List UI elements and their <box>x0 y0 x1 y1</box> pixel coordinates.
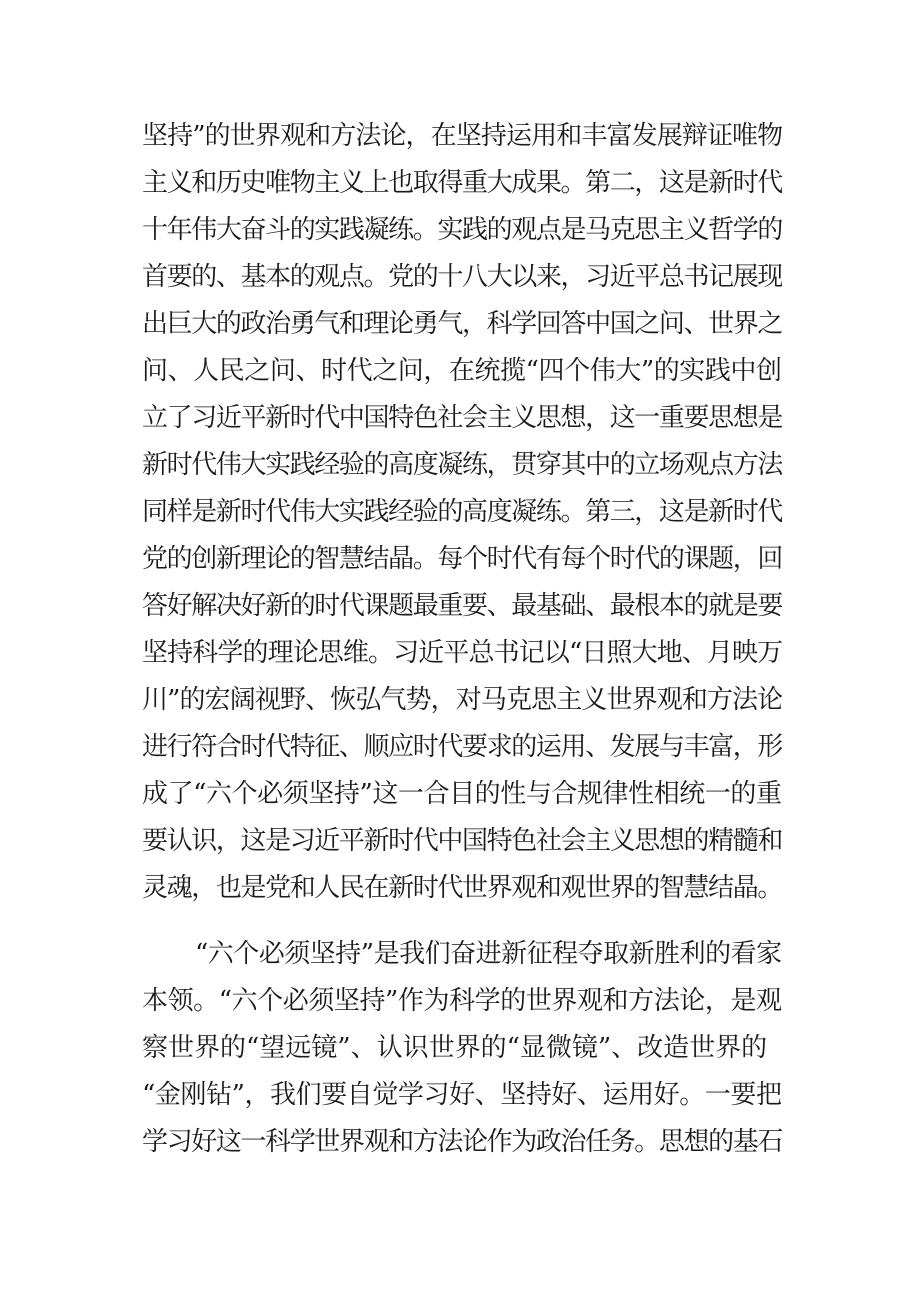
paragraph-first-line: “六个必须坚持”是我们奋进新征程夺取新胜利的看家 <box>195 939 782 969</box>
text-line: 学习好这一科学世界观和方法论作为政治任务。思想的基石 <box>142 1127 782 1157</box>
text-line: 成了“六个必须坚持”这一合目的性与合规律性相统一的重 <box>142 779 782 809</box>
text-line: 同样是新时代伟大实践经验的高度凝练。第三，这是新时代 <box>142 497 782 527</box>
text-line: 主义和历史唯物主义上也取得重大成果。第二，这是新时代 <box>142 168 782 198</box>
text-line: 川”的宏阔视野、恢弘气势，对马克思主义世界观和方法论 <box>142 685 782 715</box>
text-line: 坚持”的世界观和方法论，在坚持运用和丰富发展辩证唯物 <box>142 121 782 151</box>
text-line: 问、人民之问、时代之问，在统揽“四个伟大”的实践中创 <box>142 356 782 386</box>
text-line: 立了习近平新时代中国特色社会主义思想，这一重要思想是 <box>142 403 782 433</box>
text-line: 答好解决好新的时代课题最重要、最基础、最根本的就是要 <box>142 591 782 621</box>
text-line: 察世界的“望远镜”、认识世界的“显微镜”、改造世界的 <box>142 1033 768 1063</box>
text-line: 进行符合时代特征、顺应时代要求的运用、发展与丰富，形 <box>142 732 782 762</box>
text-line: “金刚钻”，我们要自觉学习好、坚持好、运用好。一要把 <box>142 1080 782 1110</box>
text-line: 新时代伟大实践经验的高度凝练，贯穿其中的立场观点方法 <box>142 450 782 480</box>
text-line: 本领。“六个必须坚持”作为科学的世界观和方法论，是观 <box>142 986 782 1016</box>
text-line: 坚持科学的理论思维。习近平总书记以“日照大地、月映万 <box>142 638 782 668</box>
text-line: 十年伟大奋斗的实践凝练。实践的观点是马克思主义哲学的 <box>142 215 782 245</box>
text-line: 要认识，这是习近平新时代中国特色社会主义思想的精髓和 <box>142 826 782 856</box>
text-line: 首要的、基本的观点。党的十八大以来，习近平总书记展现 <box>142 262 782 292</box>
text-line: 党的创新理论的智慧结晶。每个时代有每个时代的课题，回 <box>142 544 782 574</box>
text-line: 灵魂，也是党和人民在新时代世界观和观世界的智慧结晶。 <box>142 873 782 903</box>
text-line: 出巨大的政治勇气和理论勇气，科学回答中国之问、世界之 <box>142 309 782 339</box>
